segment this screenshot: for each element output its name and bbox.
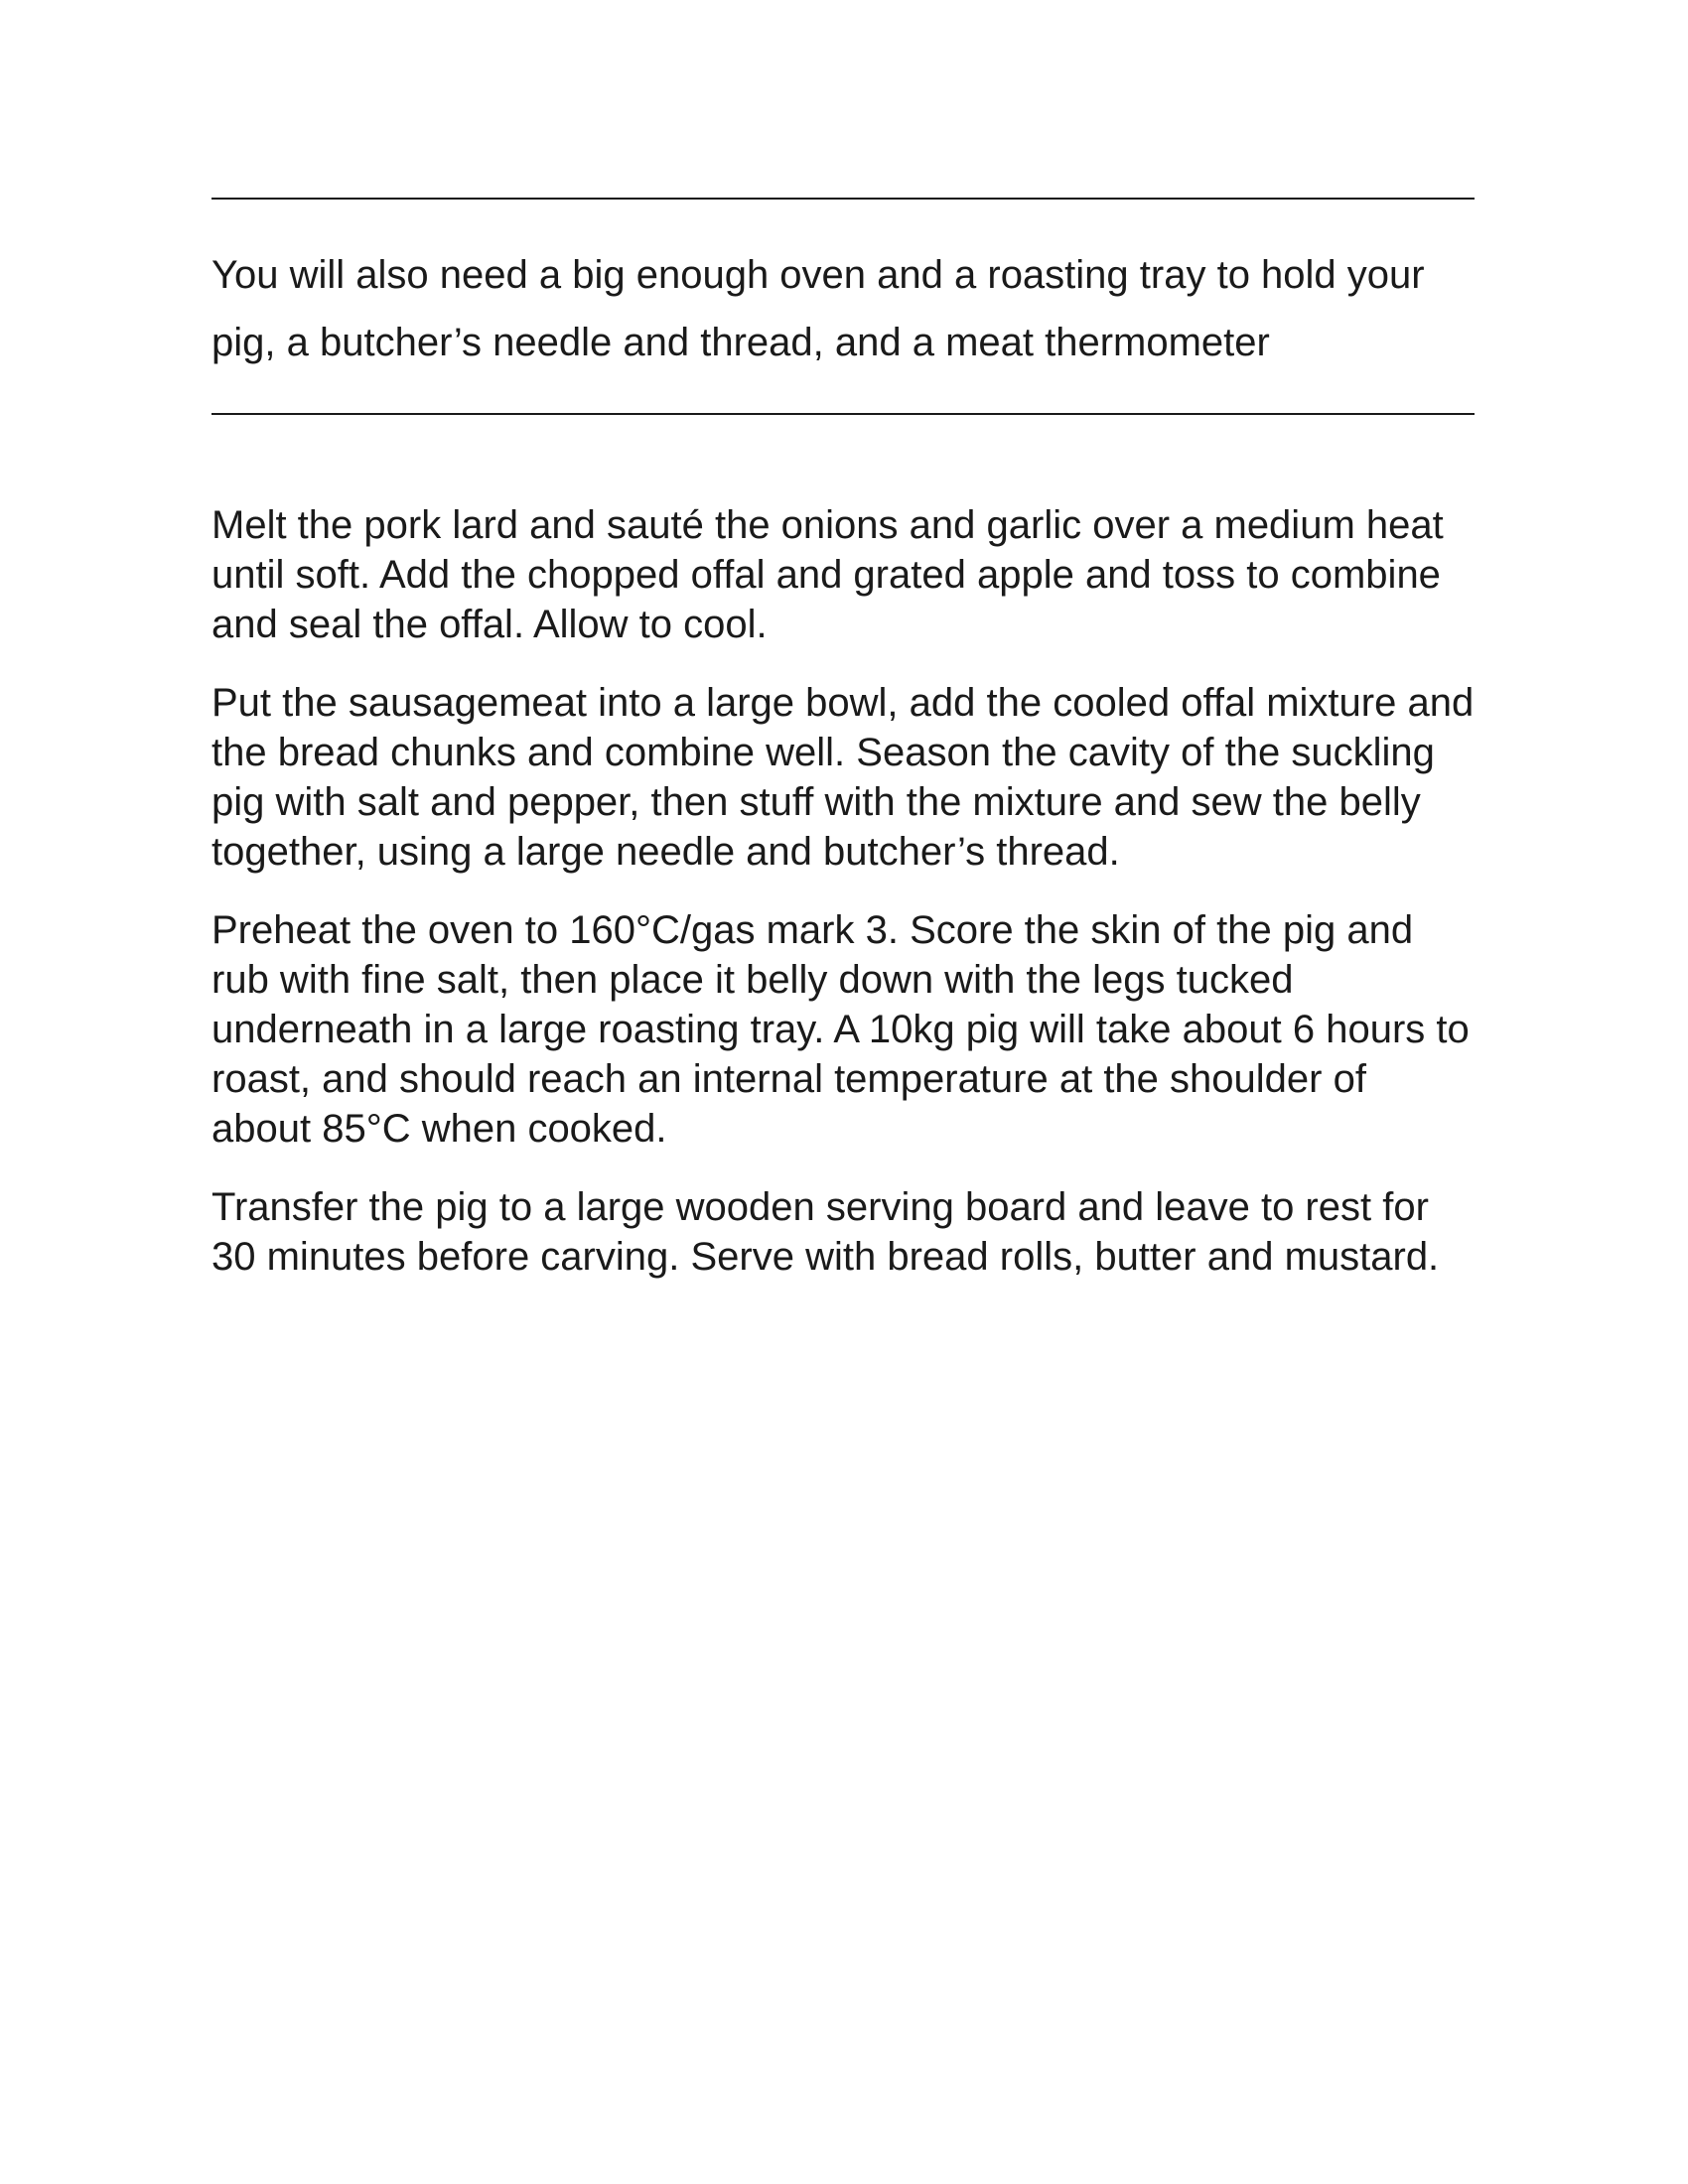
equipment-note: You will also need a big enough oven and a roasting tray to hold your pig, a butcher’s needle and thread, and a meat thermometer (211, 253, 1425, 364)
method-step: Put the sausagemeat into a large bowl, add the cooled offal mixture and the bread chunks and combine well. Season the cavity of the suckling pig with salt and pepper, then stuff with the mixture and sew the belly together, using a large needle and butcher’s thread. (211, 681, 1475, 874)
method-steps (211, 500, 1475, 1310)
method-step: Melt the pork lard and sauté the onions and garlic over a medium heat until soft. Add the chopped offal and grated apple and toss to combine and seal the offal. Allow to cool. (211, 503, 1444, 646)
method-step: Preheat the oven to 160°C/gas mark 3. Score the skin of the pig and rub with fine salt, then place it belly down with the legs tucked underneath in a large roasting tray. A 10kg pig will take about 6 hours to roast, and should reach an internal temperature at the shoulder of about 85°C when cooked. (211, 908, 1470, 1151)
bottom-divider (211, 413, 1475, 415)
method-step: Transfer the pig to a large wooden serving board and leave to rest for 30 minutes before carving. Serve with bread rolls, butter and mustard. (211, 1185, 1440, 1279)
top-divider (211, 198, 1475, 200)
